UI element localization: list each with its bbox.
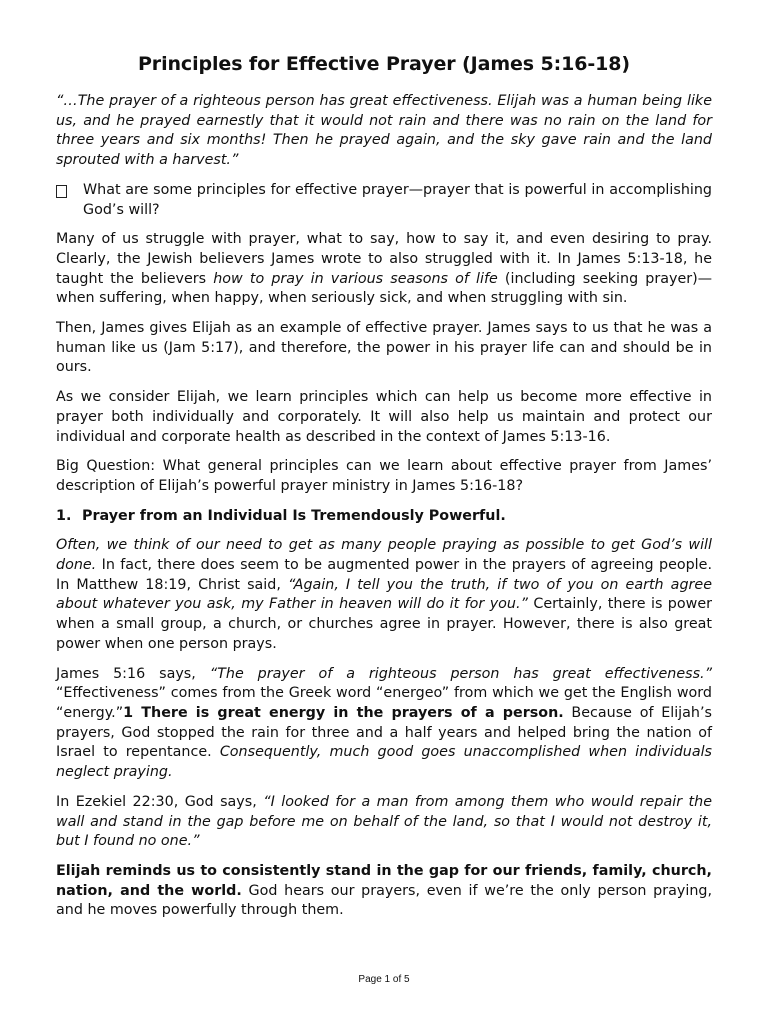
epigraph-quote: “…The prayer of a righteous person has great effectiveness. Elijah was a human being like us, and he prayed earnestly that it would not rain and there was no rain on the land for three years and six months! Then he prayed again, and the sky gave rain and the land sprouted with a harvest.” <box>56 93 712 169</box>
paragraph-effectiveness <box>56 665 712 783</box>
paragraph-stand-in-gap <box>56 862 712 921</box>
paragraph-elijah-example: Then, James gives Elijah as an example of effective prayer. James says to us that he was a human like us (Jam 5:17), and therefore, the power in his prayer life can and should be in ours. <box>56 320 712 376</box>
text-run: “Effectiveness” comes from the Greek word “energeo” from which we get the English word “energy.” <box>56 685 712 721</box>
checkbox-glyph-icon <box>56 181 83 220</box>
text-run-italic: “I looked for a man from among them who would repair the wall and stand in the gap before me on behalf of the land, so that I would not destroy it, but I found no one.” <box>56 793 712 850</box>
text-run: Certainly, there is power when a small group, a church, or churches agree in prayer. However, there is also great power when one person prays. <box>56 596 712 652</box>
text-run-italic: how to pray in various seasons of life <box>213 270 498 287</box>
paragraph-struggle <box>56 230 712 309</box>
paragraph-agreeing-prayer <box>56 536 712 654</box>
text-run: In Ezekiel 22:30, God says, <box>56 793 264 810</box>
footnote-ref: 1 <box>123 704 142 721</box>
text-run-bold: There is great energy in the prayers of a person. <box>141 704 564 721</box>
text-run: Many of us struggle with prayer, what to say, how to say it, and even desiring to pray. Clearly, the Jewish believers James wrote to also struggled with it. In James 5:13-18, he taught the believers <box>56 231 712 287</box>
section-heading-text: Prayer from an Individual Is Tremendously Powerful. <box>82 507 506 524</box>
paragraph-big-question: Big Question: What general principles can we learn about effective prayer from James’ description of Elijah’s powerful prayer ministry in James 5:16-18? <box>56 458 712 494</box>
text-run: (including seeking prayer)—when suffering, when happy, when seriously sick, and when struggling with sin. <box>56 270 713 307</box>
paragraph-principles: As we consider Elijah, we learn principles which can help us become more effective in prayer both individually and corporately. It will also help us maintain and protect our individual and corporate health as described in the context of James 5:13-16. <box>56 389 712 445</box>
page-title: Principles for Effective Prayer (James 5:16-18) <box>137 53 631 75</box>
document-page <box>56 50 712 931</box>
section-heading <box>56 507 712 527</box>
page-footer: Page 1 of 5 <box>358 974 410 985</box>
text-run-italic: “Again, I tell you the truth, if two of you on earth agree about whatever you ask, my Father in heaven will do it for you.” <box>56 576 712 613</box>
text-run: James 5:16 says, <box>56 665 210 682</box>
text-run-italic: Often, we think of our need to get as many people praying as possible to get God’s will done. <box>56 537 712 574</box>
text-run-bold: Elijah reminds us to consistently stand in the gap for our friends, family, church, nation, and the world. <box>56 862 712 899</box>
question-bullet <box>56 181 712 220</box>
text-run: In fact, there does seem to be augmented power in the prayers of agreeing people. In Matthew 18:19, Christ said, <box>56 557 712 593</box>
text-run-italic: Consequently, much good goes unaccomplished when individuals neglect praying. <box>56 744 713 781</box>
section-number: 1. <box>56 507 72 524</box>
text-run: God hears our prayers, even if we’re the only person praying, and he moves powerfully through them. <box>56 882 712 919</box>
question-text: What are some principles for effective prayer—prayer that is powerful in accomplishing God’s will? <box>83 181 712 218</box>
paragraph-ezekiel <box>56 793 712 852</box>
text-run-italic: “The prayer of a righteous person has great effectiveness.” <box>209 665 713 682</box>
text-run: Because of Elijah’s prayers, God stopped the rain for three and a half years and helped bring the nation of Israel to repentance. <box>56 704 712 761</box>
